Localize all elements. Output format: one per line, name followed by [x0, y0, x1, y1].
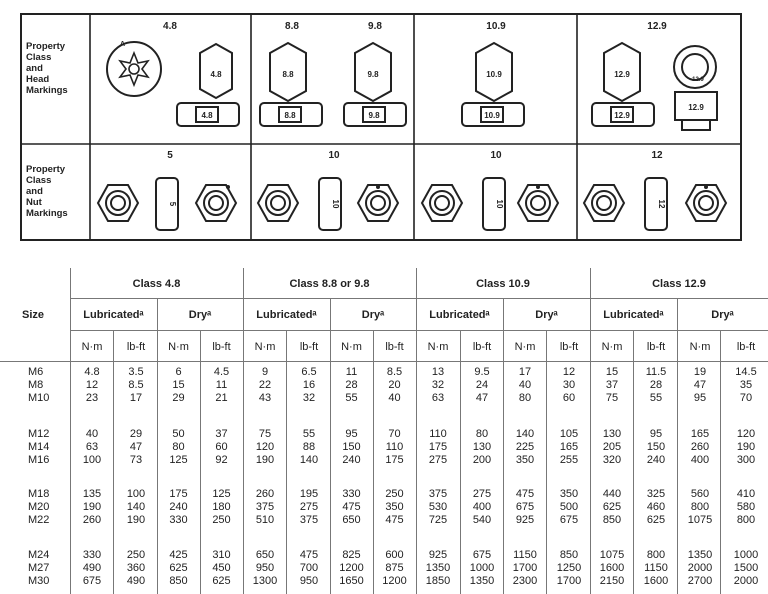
value-cell: 24	[475, 379, 489, 391]
value-cell: 14.5	[735, 366, 757, 378]
unit-header: N·m	[341, 341, 362, 353]
value-cell: 80	[475, 428, 489, 440]
nut-row-label: Property Class and Nut Markings	[26, 164, 68, 219]
svg-text:4.8: 4.8	[201, 111, 213, 120]
value-cell: 275	[428, 454, 448, 466]
value-cell: 50	[172, 428, 185, 440]
value-cell: 325	[646, 488, 666, 500]
value-cell: 125	[169, 454, 188, 466]
unit-header: N·m	[427, 341, 449, 353]
size-cell: M8	[28, 379, 44, 391]
value-cell: 28	[649, 379, 663, 391]
value-cell: 540	[472, 514, 492, 526]
value-cell: 350	[515, 454, 535, 466]
value-cell: 925	[428, 549, 448, 561]
value-cell: 95	[345, 428, 358, 440]
value-cell: 2000	[687, 562, 713, 574]
value-cell: 250	[212, 514, 231, 526]
value-cell: 28	[345, 379, 358, 391]
svg-text:8.8: 8.8	[282, 70, 294, 79]
value-cell: 650	[255, 549, 275, 561]
class-header: Class 10.9	[476, 278, 530, 290]
head-class-9-8: 9.8	[368, 21, 382, 32]
svg-text:10.9: 10.9	[484, 111, 500, 120]
unit-header: lb-ft	[736, 341, 756, 353]
size-cell: M10	[28, 392, 50, 404]
value-cell: 950	[255, 562, 275, 574]
value-cell: 2700	[687, 575, 713, 587]
value-cell: 73	[129, 454, 143, 466]
unit-header: lb-ft	[126, 341, 146, 353]
value-cell: 625	[169, 562, 188, 574]
value-cell: 250	[385, 488, 404, 500]
value-cell: 23	[85, 392, 99, 404]
size-cell: M12	[28, 428, 50, 440]
value-cell: 200	[472, 454, 492, 466]
value-cell: 875	[385, 562, 404, 574]
value-cell: 190	[82, 501, 102, 513]
svg-text:5: 5	[168, 201, 177, 207]
value-cell: 180	[212, 501, 231, 513]
value-cell: 375	[428, 488, 448, 500]
marking-diagram	[20, 13, 742, 241]
value-cell: 450	[212, 562, 231, 574]
value-cell: 110	[429, 428, 447, 440]
size-cell: M27	[28, 562, 50, 574]
value-cell: 255	[559, 454, 579, 466]
size-cell: M14	[28, 441, 50, 453]
value-cell: 75	[258, 428, 272, 440]
condition-header: Dryᵃ	[361, 309, 385, 321]
value-cell: 2300	[512, 575, 538, 587]
value-cell: 310	[212, 549, 231, 561]
value-cell: 190	[255, 454, 275, 466]
size-cell: M30	[28, 575, 50, 587]
unit-header: lb-ft	[212, 341, 231, 353]
class-header: Class 8.8 or 9.8	[289, 278, 370, 290]
value-cell: 19	[693, 366, 707, 378]
nut-class-10: 10	[328, 150, 340, 161]
condition-header: Lubricatedᵃ	[83, 309, 144, 321]
condition-header: Lubricatedᵃ	[429, 309, 490, 321]
value-cell: 4.8	[84, 366, 100, 378]
head-class-12-9: 12.9	[647, 21, 667, 32]
value-cell: 500	[559, 501, 579, 513]
value-cell: 1000	[469, 562, 495, 574]
value-cell: 60	[215, 441, 228, 453]
value-cell: 2150	[599, 575, 625, 587]
value-cell: 60	[562, 392, 576, 404]
svg-text:10.9: 10.9	[486, 70, 502, 79]
value-cell: 195	[299, 488, 319, 500]
size-cell: M18	[28, 488, 50, 500]
value-cell: 1650	[339, 575, 364, 587]
value-cell: 175	[169, 488, 188, 500]
value-cell: 850	[602, 514, 622, 526]
value-cell: 165	[559, 441, 579, 453]
value-cell: 1850	[425, 575, 451, 587]
svg-text:9.8: 9.8	[368, 111, 380, 120]
value-cell: 15	[605, 366, 619, 378]
size-cell: M24	[28, 549, 50, 561]
round-head-icon	[107, 42, 161, 96]
value-cell: 490	[126, 575, 146, 587]
marking-drawings	[22, 15, 740, 239]
value-cell: 2000	[733, 575, 759, 587]
value-cell: 250	[126, 549, 146, 561]
value-cell: 120	[736, 428, 756, 440]
value-cell: 20	[388, 379, 401, 391]
svg-text:4.8: 4.8	[210, 70, 222, 79]
value-cell: 150	[342, 441, 361, 453]
svg-text:10: 10	[495, 199, 504, 209]
value-cell: 190	[736, 441, 756, 453]
value-cell: 625	[646, 514, 666, 526]
value-cell: 30	[562, 379, 576, 391]
value-cell: 40	[388, 392, 401, 404]
value-cell: 32	[302, 392, 316, 404]
value-cell: 330	[82, 549, 102, 561]
value-cell: 1150	[644, 562, 668, 574]
value-cell: 400	[690, 454, 710, 466]
value-cell: 260	[690, 441, 710, 453]
value-cell: 1600	[643, 575, 669, 587]
value-cell: 190	[126, 514, 146, 526]
class-header: Class 4.8	[132, 278, 181, 290]
value-cell: 1200	[339, 562, 364, 574]
value-cell: 410	[736, 488, 756, 500]
value-cell: 17	[518, 366, 532, 378]
value-cell: 100	[126, 488, 146, 500]
value-cell: 675	[82, 575, 102, 587]
value-cell: 260	[255, 488, 275, 500]
value-cell: 130	[602, 428, 622, 440]
svg-text:12.9: 12.9	[614, 70, 630, 79]
value-cell: 63	[431, 392, 445, 404]
value-cell: 105	[559, 428, 579, 440]
value-cell: 11.5	[645, 366, 667, 378]
value-cell: 240	[342, 454, 361, 466]
value-cell: 1700	[512, 562, 538, 574]
nut-class-5: 5	[167, 150, 173, 161]
value-cell: 165	[690, 428, 710, 440]
head-class-8-8: 8.8	[285, 21, 299, 32]
value-cell: 375	[299, 514, 319, 526]
value-cell: 375	[255, 501, 275, 513]
value-cell: 16	[302, 379, 316, 391]
value-cell: 140	[126, 501, 146, 513]
value-cell: 1700	[556, 575, 582, 587]
unit-header: lb-ft	[646, 341, 666, 353]
value-cell: 1500	[733, 562, 759, 574]
value-cell: 1250	[556, 562, 582, 574]
value-cell: 425	[169, 549, 188, 561]
value-cell: 110	[385, 441, 404, 453]
value-cell: 47	[129, 441, 143, 453]
head-row-label: Property Class and Head Markings	[26, 41, 68, 96]
value-cell: 850	[169, 575, 188, 587]
unit-header: N·m	[168, 341, 189, 353]
value-cell: 1300	[252, 575, 278, 587]
value-cell: 1350	[469, 575, 495, 587]
value-cell: 260	[82, 514, 102, 526]
value-cell: 1350	[425, 562, 451, 574]
value-cell: 8.5	[128, 379, 144, 391]
value-cell: 13	[431, 366, 445, 378]
value-cell: 75	[605, 392, 619, 404]
value-cell: 15	[172, 379, 185, 391]
value-cell: 650	[342, 514, 361, 526]
value-cell: 140	[515, 428, 535, 440]
value-cell: 55	[649, 392, 663, 404]
value-cell: 120	[255, 441, 275, 453]
unit-header: N·m	[81, 341, 103, 353]
value-cell: 510	[255, 514, 275, 526]
value-cell: 55	[302, 428, 316, 440]
value-cell: 40	[518, 379, 532, 391]
value-cell: 130	[472, 441, 492, 453]
size-cell: M20	[28, 501, 50, 513]
svg-text:10: 10	[331, 199, 340, 209]
value-cell: 175	[428, 441, 448, 453]
value-cell: 725	[428, 514, 448, 526]
value-cell: 560	[690, 488, 710, 500]
condition-header: Lubricatedᵃ	[603, 309, 664, 321]
torque-table	[0, 268, 768, 594]
value-cell: 360	[126, 562, 146, 574]
size-cell: M6	[28, 366, 44, 378]
value-cell: 47	[475, 392, 489, 404]
value-cell: 225	[515, 441, 535, 453]
value-cell: 460	[646, 501, 666, 513]
value-cell: 80	[518, 392, 532, 404]
value-cell: 8.5	[386, 366, 403, 378]
value-cell: 63	[85, 441, 99, 453]
value-cell: 440	[602, 488, 622, 500]
value-cell: 475	[299, 549, 319, 561]
value-cell: 6	[175, 366, 182, 378]
nut-class-10b: 10	[490, 150, 502, 161]
value-cell: 600	[385, 549, 404, 561]
size-cell: M16	[28, 454, 50, 466]
value-cell: 950	[299, 575, 319, 587]
value-cell: 88	[302, 441, 316, 453]
value-cell: 43	[258, 392, 272, 404]
value-cell: 11	[345, 366, 358, 378]
value-cell: 275	[299, 501, 319, 513]
value-cell: 12	[562, 366, 576, 378]
value-cell: 1200	[382, 575, 407, 587]
size-header: Size	[22, 309, 45, 321]
value-cell: 475	[342, 501, 361, 513]
size-cell: M22	[28, 514, 50, 526]
value-cell: 70	[739, 392, 753, 404]
value-cell: 1350	[687, 549, 713, 561]
value-cell: 80	[172, 441, 185, 453]
value-cell: 580	[736, 501, 756, 513]
nut-class-12: 12	[651, 150, 663, 161]
value-cell: 800	[690, 501, 710, 513]
value-cell: 475	[385, 514, 404, 526]
value-cell: 350	[559, 488, 579, 500]
condition-header: Dryᵃ	[188, 309, 212, 321]
value-cell: 205	[602, 441, 622, 453]
value-cell: 55	[345, 392, 358, 404]
unit-header: lb-ft	[385, 341, 404, 353]
value-cell: 22	[258, 379, 272, 391]
value-cell: 70	[388, 428, 401, 440]
svg-text:A: A	[120, 41, 126, 48]
value-cell: 40	[85, 428, 99, 440]
value-cell: 37	[215, 428, 228, 440]
unit-header: N·m	[601, 341, 623, 353]
unit-header: lb-ft	[559, 341, 579, 353]
value-cell: 240	[646, 454, 666, 466]
value-cell: 675	[472, 549, 492, 561]
value-cell: 700	[299, 562, 319, 574]
value-cell: 92	[215, 454, 228, 466]
unit-header: N·m	[514, 341, 536, 353]
value-cell: 850	[559, 549, 579, 561]
value-cell: 95	[649, 428, 663, 440]
svg-text:8.8: 8.8	[284, 111, 296, 120]
value-cell: 675	[559, 514, 579, 526]
value-cell: 320	[602, 454, 622, 466]
head-class-4-8: 4.8	[163, 21, 177, 32]
value-cell: 95	[693, 392, 707, 404]
value-cell: 1075	[687, 514, 713, 526]
value-cell: 11	[215, 379, 228, 391]
value-cell: 800	[646, 549, 666, 561]
value-cell: 625	[212, 575, 231, 587]
value-cell: 29	[172, 392, 185, 404]
svg-text:12: 12	[657, 199, 666, 209]
value-cell: 47	[693, 379, 707, 391]
value-cell: 32	[431, 379, 445, 391]
value-cell: 1150	[513, 549, 537, 561]
unit-header: N·m	[254, 341, 276, 353]
value-cell: 625	[602, 501, 622, 513]
value-cell: 12	[85, 379, 99, 391]
value-cell: 125	[212, 488, 231, 500]
value-cell: 350	[385, 501, 404, 513]
value-cell: 35	[739, 379, 753, 391]
value-cell: 475	[515, 488, 535, 500]
unit-header: lb-ft	[299, 341, 319, 353]
value-cell: 4.5	[213, 366, 230, 378]
value-cell: 3.5	[128, 366, 144, 378]
head-class-10-9: 10.9	[486, 21, 506, 32]
value-cell: 330	[342, 488, 361, 500]
value-cell: 175	[385, 454, 404, 466]
value-cell: 925	[515, 514, 535, 526]
value-cell: 275	[472, 488, 492, 500]
condition-header: Dryᵃ	[711, 309, 734, 321]
value-cell: 400	[472, 501, 492, 513]
value-cell: 100	[82, 454, 102, 466]
svg-text:9.8: 9.8	[367, 70, 379, 79]
value-cell: 300	[736, 454, 756, 466]
value-cell: 530	[428, 501, 448, 513]
unit-header: N·m	[689, 341, 711, 353]
value-cell: 140	[299, 454, 319, 466]
value-cell: 490	[82, 562, 102, 574]
value-cell: 1600	[599, 562, 625, 574]
value-cell: 9	[261, 366, 269, 378]
unit-header: lb-ft	[472, 341, 492, 353]
svg-text:12.9: 12.9	[688, 103, 704, 112]
svg-text:12.9: 12.9	[614, 111, 630, 120]
value-cell: 240	[169, 501, 188, 513]
value-cell: 675	[515, 501, 535, 513]
condition-header: Lubricatedᵃ	[256, 309, 317, 321]
value-cell: 1000	[733, 549, 759, 561]
condition-header: Dryᵃ	[535, 309, 558, 321]
value-cell: 825	[342, 549, 361, 561]
value-cell: 1075	[599, 549, 625, 561]
value-cell: 17	[129, 392, 143, 404]
value-cell: 150	[646, 441, 666, 453]
value-cell: 135	[82, 488, 102, 500]
value-cell: 330	[169, 514, 188, 526]
value-cell: 21	[215, 392, 228, 404]
value-cell: 6.5	[301, 366, 317, 378]
value-cell: 9.5	[474, 366, 490, 378]
value-cell: 37	[605, 379, 619, 391]
value-cell: 29	[129, 428, 143, 440]
svg-text:12.9: 12.9	[692, 77, 704, 83]
class-header: Class 12.9	[652, 278, 706, 290]
value-cell: 800	[736, 514, 756, 526]
